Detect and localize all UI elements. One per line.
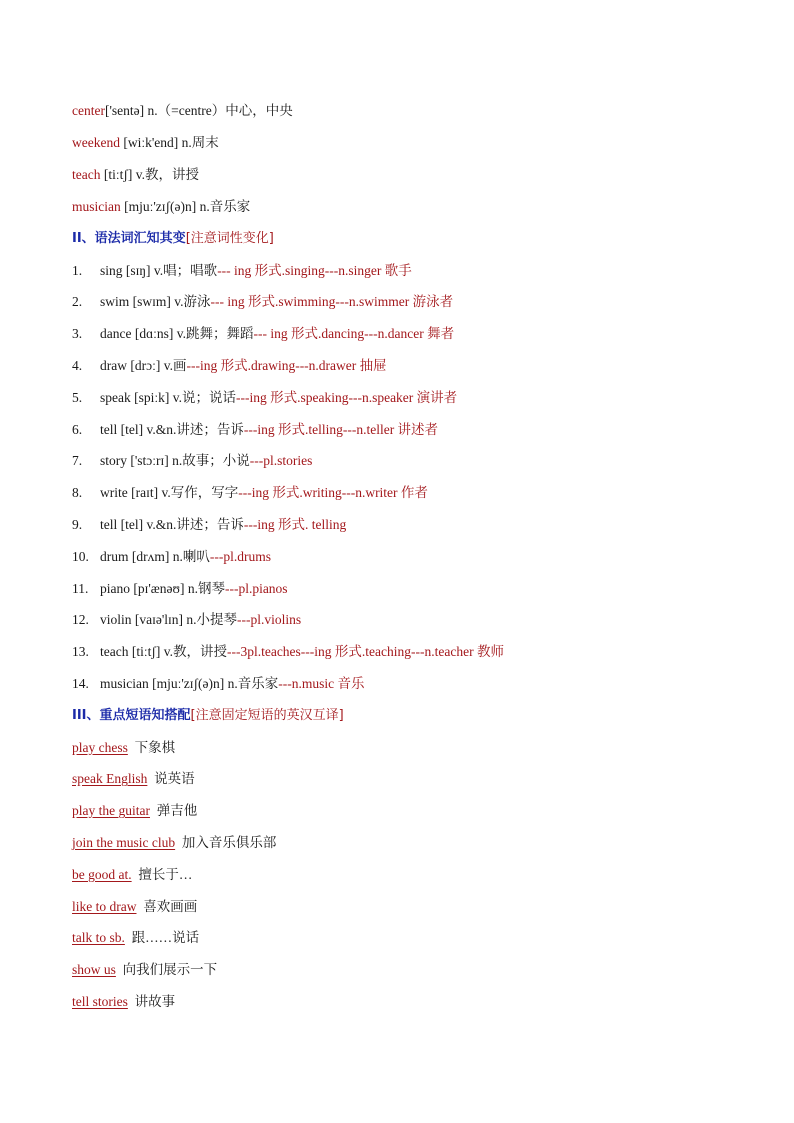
item-base: tell [tel] v.&n.讲述；告诉 [100, 422, 244, 437]
item-base: piano [pɪ'ænəʊ] n.钢琴 [100, 581, 225, 596]
item-base: dance [dɑːns] v.跳舞；舞蹈 [100, 326, 254, 341]
item-derived: ---n.music 音乐 [278, 676, 365, 691]
vocab-definition: ['sentə] n.（=centre）中心，中央 [104, 103, 293, 118]
item-derived: ---pl.violins [237, 612, 302, 627]
item-base: swim [swɪm] v.游泳 [100, 294, 211, 309]
item-base: teach [tiːtʃ] v.教，讲授 [100, 644, 227, 659]
phrase-english: play chess [72, 740, 128, 755]
vocab-item [72, 166, 199, 184]
item-base: violin [vaɪə'lɪn] n.小提琴 [100, 612, 238, 627]
item-number: 13. [72, 644, 89, 659]
item-derived: --- ing 形式.swimming---n.swimmer 游泳者 [210, 294, 454, 309]
phrase-english: like to draw [72, 899, 137, 914]
grammar-item [72, 611, 301, 629]
phrase-chinese: 弹吉他 [156, 803, 198, 818]
grammar-item [72, 325, 454, 343]
item-derived: ---pl.drums [209, 549, 271, 564]
item-base: speak [spiːk] v.说；说话 [100, 390, 236, 405]
item-number: 12. [72, 612, 89, 627]
phrase-item [72, 802, 197, 820]
phrase-chinese: 擅长于… [138, 867, 193, 882]
item-base: tell [tel] v.&n.讲述；告诉 [100, 517, 244, 532]
item-base: sing [sɪŋ] v.唱；唱歌 [100, 263, 218, 278]
section-note: [注意词性变化] [185, 231, 274, 246]
item-base: story ['stɔːrɪ] n.故事；小说 [100, 453, 250, 468]
item-derived: ---ing 形式.writing---n.writer 作者 [238, 485, 428, 500]
grammar-item [72, 262, 412, 280]
phrase-chinese: 加入音乐俱乐部 [181, 835, 277, 850]
item-base: draw [drɔː] v.画 [100, 358, 187, 373]
grammar-item [72, 516, 346, 534]
item-derived: ---ing 形式. telling [243, 517, 347, 532]
item-number: 11. [72, 581, 89, 596]
section-note: [注意固定短语的英汉互译] [190, 708, 344, 723]
item-number: 14. [72, 676, 89, 691]
phrase-english: be good at. [72, 867, 132, 882]
phrase-chinese: 说英语 [154, 771, 195, 786]
phrase-chinese: 向我们展示一下 [122, 962, 218, 977]
item-number: 9. [72, 517, 83, 532]
vocab-item [72, 134, 219, 152]
grammar-item [72, 484, 428, 502]
phrase-english: talk to sb. [72, 930, 125, 945]
item-derived: --- ing 形式.dancing---n.dancer 舞者 [253, 326, 455, 341]
section-title: III、重点短语知搭配 [72, 708, 191, 723]
item-number: 6. [72, 422, 83, 437]
item-number: 4. [72, 358, 83, 373]
item-number: 2. [72, 294, 83, 309]
phrase-item [72, 929, 199, 947]
vocab-word: musician [72, 199, 121, 214]
vocab-word: teach [72, 167, 101, 182]
item-derived: ---3pl.teaches---ing 形式.teaching---n.teacher 教师 [226, 644, 504, 659]
item-derived: ---ing 形式.drawing---n.drawer 抽屉 [186, 358, 387, 373]
phrase-item [72, 898, 197, 916]
item-derived: ---pl.pianos [224, 581, 288, 596]
phrase-english: join the music club [72, 835, 176, 850]
phrase-chinese: 跟……说话 [131, 930, 200, 945]
item-number: 7. [72, 453, 83, 468]
item-number: 1. [72, 263, 83, 278]
item-derived: ---ing 形式.telling---n.teller 讲述者 [243, 422, 439, 437]
phrase-english: show us [72, 962, 116, 977]
phrase-item [72, 993, 175, 1011]
item-number: 3. [72, 326, 83, 341]
vocab-item [72, 198, 250, 216]
item-derived: ---pl.stories [249, 453, 313, 468]
grammar-item [72, 548, 271, 566]
grammar-item [72, 580, 288, 598]
grammar-item [72, 675, 365, 693]
item-number: 5. [72, 390, 83, 405]
phrase-chinese: 喜欢画画 [143, 899, 198, 914]
grammar-item [72, 389, 457, 407]
vocab-definition: [wiːk'end] n.周末 [119, 135, 219, 150]
phrase-item [72, 866, 192, 884]
grammar-item [72, 293, 453, 311]
item-derived: ---ing 形式.speaking---n.speaker 演讲者 [235, 390, 458, 405]
item-derived: --- ing 形式.singing---n.singer 歌手 [217, 263, 412, 278]
phrase-chinese: 讲故事 [134, 994, 176, 1009]
vocab-definition: [mjuː'zɪʃ(ə)n] n.音乐家 [120, 199, 251, 214]
phrase-chinese: 下象棋 [134, 740, 176, 755]
section-heading-grammar [72, 230, 274, 248]
grammar-item [72, 421, 438, 439]
item-base: musician [mjuː'zɪʃ(ə)n] n.音乐家 [100, 676, 279, 691]
phrase-english: tell stories [72, 994, 128, 1009]
grammar-item [72, 452, 312, 470]
grammar-item [72, 357, 387, 375]
section-title: II、语法词汇知其变 [72, 231, 186, 246]
phrase-item [72, 834, 276, 852]
phrase-item [72, 770, 195, 788]
item-base: drum [drʌm] n.喇叭 [100, 549, 210, 564]
section-heading-phrases [72, 707, 344, 725]
vocab-word: center [72, 103, 105, 118]
phrase-item [72, 739, 175, 757]
vocab-item [72, 102, 293, 120]
vocab-definition: [tiːtʃ] v.教，讲授 [100, 167, 199, 182]
vocab-word: weekend [72, 135, 120, 150]
phrase-item [72, 961, 217, 979]
grammar-item [72, 643, 504, 661]
phrase-english: play the guitar [72, 803, 150, 818]
phrase-english: speak English [72, 771, 148, 786]
item-base: write [raɪt] v.写作，写字 [100, 485, 239, 500]
item-number: 8. [72, 485, 83, 500]
item-number: 10. [72, 549, 89, 564]
